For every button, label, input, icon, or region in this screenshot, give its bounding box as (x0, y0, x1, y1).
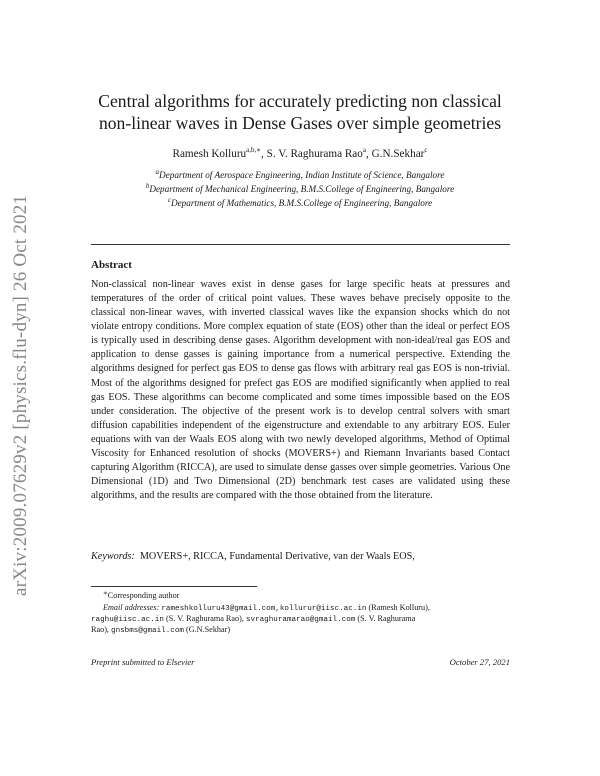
email-label: Email addresses: (103, 603, 160, 612)
author-name: Ramesh Kolluru (172, 148, 247, 160)
paper-title (60, 90, 540, 134)
footnote-rule (91, 586, 257, 587)
email-owner: (S. V. Raghurama Rao), (165, 614, 244, 623)
abstract-heading: Abstract (91, 259, 132, 271)
corresponding-author-note (103, 590, 179, 601)
corresponding-text: Corresponding author (107, 591, 180, 600)
author-list: Ramesh Kolluru$^{a,b,∗}$, S. V. Raghurama Rao$^a$, G.N.Sekhar$^c$ (172, 146, 428, 160)
keywords-label: Keywords: (91, 551, 135, 562)
email-line-3 (91, 624, 230, 637)
author-name: G.N.Sekhar (371, 148, 425, 160)
title-line-2: non-linear waves in Dense Gases over simple geometries (98, 113, 502, 133)
preprint-date: October 27, 2021 (449, 657, 510, 667)
email-owner: Rao), (91, 625, 109, 634)
author-sup: a,b,∗ (246, 146, 262, 154)
affiliation-text: Department of Aerospace Engineering, Indian Institute of Science, Bangalore (159, 170, 445, 180)
affiliation-b (60, 184, 540, 194)
affiliation-a (60, 170, 540, 180)
email-link[interactable]: gnsbms@gmail.com (111, 627, 184, 635)
affiliation-sup: a (155, 168, 160, 176)
email-link[interactable]: raghu@iisc.ac.in (91, 616, 164, 624)
arxiv-id: arXiv:2009.07629v2 [physics.flu-dyn] 26 Oct 2021 (10, 194, 31, 596)
footnote-mark: ∗ (103, 589, 108, 597)
abstract-top-rule (91, 244, 510, 245)
email-link[interactable]: svraghuramarao@gmail.com (245, 616, 356, 624)
email-owner: (Ramesh Kolluru), (368, 603, 430, 612)
affiliation-sup: c (167, 196, 171, 204)
abstract-body: Non-classical non-linear waves exist in dense gases for large specific heats at pressures and temperatures of the order of critical point values. These waves behave precisely opposite to the classical non-linear waves, with inverted classical waves like the expansion shocks which do not violate entropy conditions. More complex equation of state (EOS) other than the ideal or perfect EOS is typically used in describing dense gases. Algorithm development with non-ideal/real gas EOS and application to dense gasses is gaining importance from a numerical perspective. Extending the algorithms designed for perfect gas EOS to dense gas flows with arbitrary real gas EOS is non-trivial. Most of the algorithms designed for prefect gas EOS are modified significantly when applied to real gas EOS. These algorithms can become complicated and some times impossible based on the EOS under consideration. The objective of the present work is to develop central solvers with smart diffusion capabilities independent of the eigenstructure and extendable to any arbitrary EOS. Euler equations with van der Waals EOS along with two newly developed algorithms, Method of Optimal Viscosity for Enhanced resolution of shocks (MOVERS+) and Riemann Invariants based Contact capturing Algorithm (RICCA), are used to simulate dense gasses over simple geometries. Various One Dimensional (1D) and Two Dimensional (2D) benchmark test cases are validated using these algorithms, and the results are compared with the those obtained from the literature. (91, 279, 510, 502)
title-line-1: Central algorithms for accurately predicting non classical (98, 91, 502, 111)
email-owner: (G.N.Sekhar) (185, 625, 231, 634)
affiliation-text: Department of Mathematics, B.M.S.College of Engineering, Bangalore (170, 198, 433, 208)
affiliation-c (60, 198, 540, 208)
preprint-note: Preprint submitted to Elsevier (91, 657, 195, 667)
keywords-text: MOVERS+, RICCA, Fundamental Derivative, van der Waals EOS, (139, 551, 415, 562)
affiliation-sup: b (145, 182, 150, 190)
email-owner: (S. V. Raghurama (357, 614, 416, 623)
arxiv-identifier-stamp (0, 0, 40, 776)
author-name: S. V. Raghurama Rao (266, 148, 363, 160)
author-sup: c (424, 146, 428, 154)
email-link[interactable]: rameshkolluru43@gmail.com,kollurur@iisc.ac.in (161, 605, 367, 613)
keywords (91, 551, 510, 562)
affiliation-text: Department of Mechanical Engineering, B.M.S.College of Engineering, Bangalore (149, 184, 455, 194)
author-sup: a (362, 146, 366, 154)
